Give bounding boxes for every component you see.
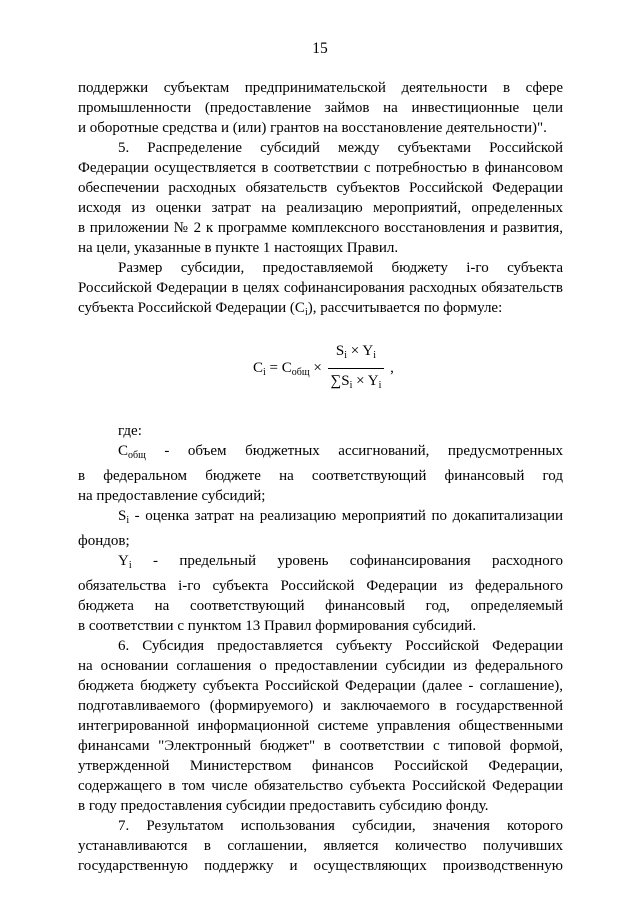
paragraph-5-line: в приложении № 2 к программе комплексного восстановления и развития, [78,220,563,236]
size-paragraph-line: Размер субсидии, предоставляемой бюджету i-го субъекта [118,260,563,276]
def-s-line: $S_i$ - оценка затрат на реализацию мероприятий по докапитализации [118,508,563,526]
paragraph-5-line: Федерации осуществляется в соответствии с потребностью в финансовом [78,160,563,176]
paragraph-5-line: исходя из оценки затрат на реализацию мероприятий, определенных [78,200,563,216]
def-c-total-line: в федеральном бюджете на соответствующий финансовый год [78,468,563,484]
formula-denominator: $\sum S_i \times Y_i$ [330,373,382,391]
paragraph-6-line: интегрированной информационной системе управления общественными [78,718,563,734]
formula-lhs: C [253,359,264,376]
def-y-line: $Y_i$ - предельный уровень софинансирования расходного [118,553,563,571]
paragraph-6-line: утвержденной Министерством финансов Российской Федерации, [78,758,563,774]
size-paragraph-line: субъекта Российской Федерации $(C_i)$, рассчитывается по формуле: [78,300,503,318]
paragraph-7-line: 7. Результатом использования субсидии, значения которого [118,818,563,834]
size-paragraph-line: Российской Федерации в целях софинансирования расходных обязательств [78,280,563,296]
intro-line: и оборотные средства и (или) грантов на восстановление деятельности)". [78,120,547,136]
def-s-line: фондов; [78,533,130,549]
paragraph-6-line: подготавливаемого (формируемого) и заключаемого в государственной [78,698,563,714]
intro-line: поддержки субъектам предпринимательской деятельности в сфере [78,80,563,96]
def-y-line: бюджета на соответствующий финансовый год, определяемый [78,598,563,614]
def-y-line: обязательства i-го субъекта Российской Федерации из федерального [78,578,563,594]
paragraph-5-line: на цели, указанные в пункте 1 настоящих Правил. [78,240,399,256]
subsidy-formula: $C_i = C_{общ}$ × $\frac{S_i \times Y_i}{\sum S_i \times Y_i}$ , [78,333,563,405]
paragraph-7-line: государственную поддержку и осуществляющих производственную [78,858,563,874]
def-c-total-line: на предоставление субсидий; [78,488,266,504]
paragraph-6-line: бюджета бюджету субъекта Российской Федерации (далее - соглашение), [78,678,563,694]
paragraph-6-line: на основании соглашения о предоставлении субсидии из федерального [78,658,563,674]
paragraph-6-line: 6. Субсидия предоставляется субъекту Российской Федерации [118,638,563,654]
where-label: где: [118,423,142,439]
def-y-line: в соответствии с пунктом 13 Правил формирования субсидий. [78,618,477,634]
paragraph-7-line: устанавливаются в соглашении, является количество получивших [78,838,563,854]
paragraph-6-line: в году предоставления субсидии предоставить субсидию фонду. [78,798,489,814]
paragraph-6-line: финансами "Электронный бюджет" в соответствии с типовой формой, [78,738,563,754]
paragraph-6-line: содержащего в том числе обязательство субъекта Российской Федерации [78,778,563,794]
document-body [78,78,563,876]
formula-fraction [328,341,385,396]
page-number: 15 [312,40,328,57]
formula-numerator: $S_i \times Y_i$ [328,341,385,369]
paragraph-5-line: 5. Распределение субсидий между субъектами Российской [118,140,563,156]
paragraph-5-line: обеспечении расходных обязательств субъектов Российской Федерации [78,180,563,196]
intro-line: промышленности (предоставление займов на инвестиционные цели [78,100,563,116]
def-c-total-line: $C_{общ}$ - объем бюджетных ассигнований, предусмотренных [118,443,563,461]
